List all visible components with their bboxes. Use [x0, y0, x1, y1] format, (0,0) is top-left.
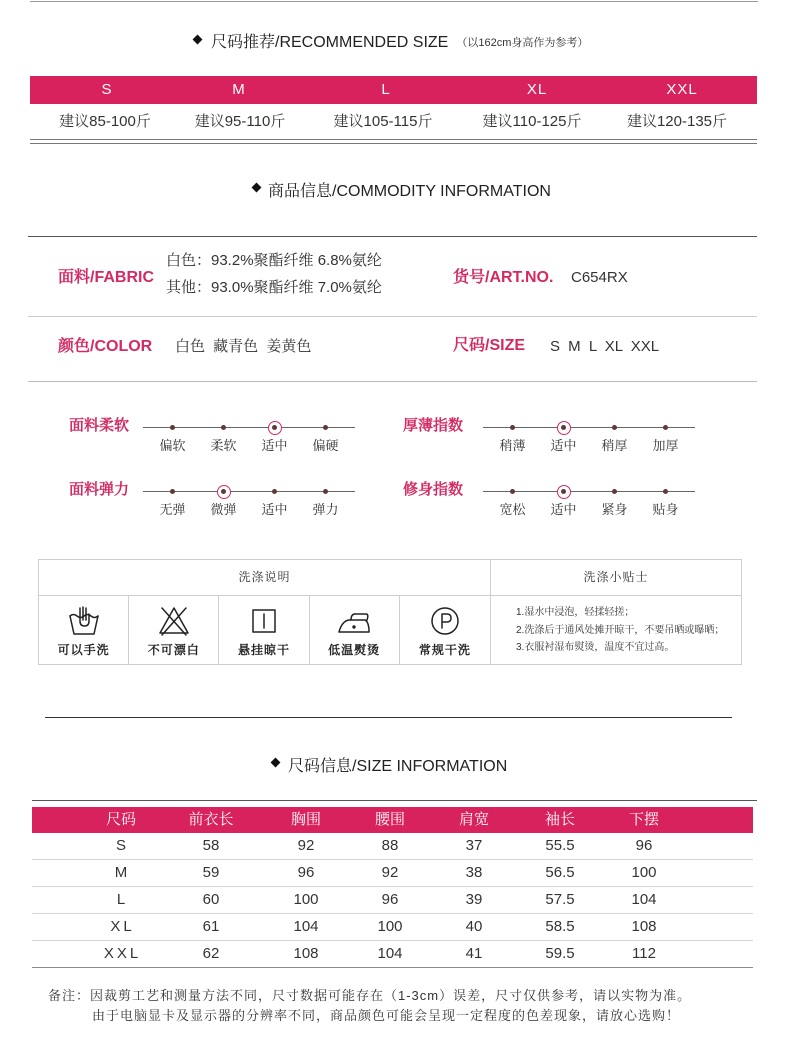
section-divider	[30, 139, 757, 140]
measurement-cell: 37	[465, 837, 483, 854]
measurement-cell: 41	[465, 945, 483, 962]
indicator-option-label: 紧身	[601, 502, 628, 517]
measurement-cell: 96	[297, 864, 315, 881]
indicator-option-label: 适中	[550, 502, 577, 517]
size-table-header-cell: 肩宽	[458, 811, 490, 828]
hand-wash-icon	[66, 604, 102, 638]
size-info-heading	[288, 756, 507, 778]
indicator-option-label: 弹力	[312, 502, 339, 517]
weight-range-s: 建议85-100斤	[59, 113, 151, 130]
measurement-cell: 92	[381, 864, 399, 881]
care-item-hand-wash	[39, 596, 129, 664]
table-row	[32, 833, 753, 860]
size-cell: XXL	[103, 945, 142, 962]
footnote: 由于电脑显卡及显示器的分辨率不同，商品颜色可能会呈现一定程度的色差现象，请放心选购！	[92, 1008, 681, 1023]
indicator-label-fit: 修身指数	[403, 481, 464, 498]
indicator-option-label: 微弹	[210, 502, 237, 517]
measurement-cell: 58	[202, 837, 220, 854]
size-table-header-cell: 尺码	[105, 811, 137, 828]
indicator-option-label: 贴身	[652, 502, 679, 517]
measurement-cell: 112	[632, 945, 656, 962]
table-row	[32, 914, 753, 941]
measurement-cell: 108	[293, 945, 319, 962]
size-column-l: L	[381, 81, 391, 98]
indicator-dot	[561, 489, 566, 494]
table-row	[32, 887, 753, 914]
top-rule	[30, 1, 758, 2]
indicator-option-label: 稍薄	[499, 438, 526, 453]
indicator-label-fabric-softness: 面料柔软	[69, 417, 130, 434]
size-column-m: M	[232, 81, 246, 98]
commodity-info-title: 商品信息/COMMODITY INFORMATION	[268, 183, 551, 200]
no-bleach-icon	[156, 604, 192, 638]
indicator-dot	[612, 489, 617, 494]
care-item-label: 可以手洗	[57, 643, 110, 657]
indicator-option-label: 适中	[261, 502, 288, 517]
indicator-dot	[272, 489, 277, 494]
indicator-label-elasticity: 面料弹力	[69, 481, 130, 498]
indicator-dot	[510, 425, 515, 430]
weight-range-xxl: 建议120-135斤	[626, 113, 728, 130]
size-table-header-cell: 袖长	[544, 811, 576, 828]
care-item-low-iron	[310, 596, 400, 664]
measurement-cell: 104	[377, 945, 403, 962]
size-column-xxl: XXL	[666, 81, 698, 98]
measurement-cell: 39	[465, 891, 483, 908]
size-cell: M	[114, 864, 131, 881]
size-table-header-cell: 前衣长	[188, 811, 234, 828]
care-instructions-title: 洗涤说明	[238, 570, 291, 584]
measurement-cell: 38	[465, 864, 483, 881]
care-tip: 2.洗涤后于通风处摊开晾干，不要吊晒或曝晒；	[516, 624, 725, 636]
care-instructions-table	[38, 559, 742, 665]
size-column-xl: XL	[526, 81, 548, 98]
measurement-cell: 62	[202, 945, 220, 962]
measurement-cell: 60	[202, 891, 220, 908]
measurement-cell: 100	[631, 864, 657, 881]
measurement-cell: 61	[202, 918, 220, 935]
care-tip: 1.湿水中浸泡，轻揉轻搓；	[516, 607, 635, 618]
indicator-dot	[170, 489, 175, 494]
article-number-label: 货号/ART.NO.	[453, 269, 554, 286]
section-divider	[30, 143, 757, 144]
size-table-top-rule	[32, 800, 757, 801]
care-tips-title: 洗涤小贴士	[583, 570, 649, 584]
recommended-size-bar	[30, 76, 757, 104]
recommended-size-heading	[211, 32, 588, 54]
indicator-dot	[663, 489, 668, 494]
indicator-dot	[170, 425, 175, 430]
measurement-cell: 59.5	[545, 945, 575, 962]
color-label: 颜色/COLOR	[58, 338, 153, 355]
care-item-label: 不可漂白	[147, 643, 200, 657]
table-row	[32, 941, 753, 968]
info-divider	[28, 381, 757, 382]
indicator-dot	[323, 489, 328, 494]
indicator-dot	[221, 489, 226, 494]
care-tip: 3.衣服衬湿布熨烫，温度不宜过高。	[516, 642, 675, 653]
indicator-option-label: 偏硬	[312, 438, 339, 453]
diamond-bullet-icon	[271, 758, 281, 768]
measurement-cell: 57.5	[545, 891, 575, 908]
low-temperature-iron-icon	[336, 604, 372, 638]
footnote: 备注：因裁剪工艺和测量方法不同，尺寸数据可能存在（1-3cm）误差，尺寸仅供参考，请以实物为准。	[48, 988, 692, 1003]
size-table-header-cell: 下摆	[628, 811, 660, 828]
size-cell: S	[115, 837, 130, 854]
measurement-cell: 56.5	[545, 864, 575, 881]
indicator-option-label: 稍厚	[601, 438, 628, 453]
size-table-body	[32, 833, 753, 968]
care-item-dry-clean	[400, 596, 490, 664]
measurement-cell: 104	[293, 918, 319, 935]
measurement-cell: 100	[377, 918, 403, 935]
indicator-option-label: 偏软	[159, 438, 186, 453]
section-divider	[45, 717, 732, 718]
recommended-size-note: （以162cm身高作为参考）	[456, 37, 589, 49]
measurement-cell: 88	[381, 837, 399, 854]
measurement-cell: 59	[202, 864, 220, 881]
dry-clean-icon	[427, 604, 463, 638]
indicator-dot	[510, 489, 515, 494]
measurement-cell: 104	[631, 891, 657, 908]
measurement-cell: 100	[293, 891, 319, 908]
measurement-cell: 96	[381, 891, 399, 908]
table-row	[32, 860, 753, 887]
indicator-dot	[272, 425, 277, 430]
indicator-dot	[323, 425, 328, 430]
size-table-header-cell: 胸围	[290, 811, 322, 828]
care-item-line-dry	[219, 596, 309, 664]
fabric-composition-line: 其他：93.0%聚酯纤维 7.0%氨纶	[166, 279, 382, 296]
size-info-title: 尺码信息/SIZE INFORMATION	[288, 758, 508, 775]
weight-range-xl: 建议110-125斤	[482, 113, 582, 130]
size-table-header	[32, 807, 753, 833]
care-tips-list	[516, 604, 724, 657]
info-divider	[28, 316, 757, 317]
size-table-header-cell: 腰围	[374, 811, 406, 828]
indicator-label-thickness: 厚薄指数	[403, 417, 464, 434]
size-label: 尺码/SIZE	[453, 337, 526, 354]
indicator-dot	[663, 425, 668, 430]
weight-range-l: 建议105-115斤	[333, 113, 433, 130]
fabric-label: 面料/FABRIC	[58, 269, 155, 286]
weight-range-m: 建议95-110斤	[194, 113, 286, 130]
indicator-option-label: 柔软	[210, 438, 237, 453]
indicator-dot	[561, 425, 566, 430]
indicator-option-label: 宽松	[499, 502, 526, 517]
recommended-size-title: 尺码推荐/RECOMMENDED SIZE	[211, 34, 449, 51]
measurement-cell: 92	[297, 837, 315, 854]
care-item-label: 低温熨烫	[328, 643, 381, 657]
size-cell: L	[116, 891, 129, 908]
indicator-option-label: 适中	[261, 438, 288, 453]
size-column-s: S	[101, 81, 113, 98]
size-value: S M L XL XXL	[550, 338, 660, 355]
color-value: 白色 藏青色 姜黄色	[175, 338, 312, 355]
care-item-no-bleach	[129, 596, 219, 664]
info-divider	[28, 236, 757, 237]
commodity-info-heading	[268, 181, 551, 203]
diamond-bullet-icon	[193, 35, 203, 45]
care-item-label: 悬挂晾干	[237, 643, 290, 657]
fabric-composition-line: 白色：93.2%聚酯纤维 6.8%氨纶	[166, 252, 382, 269]
measurement-cell: 96	[635, 837, 653, 854]
measurement-cell: 108	[631, 918, 657, 935]
line-dry-icon	[246, 604, 282, 638]
indicator-option-label: 无弹	[159, 502, 186, 517]
indicator-dot	[221, 425, 226, 430]
measurement-cell: 40	[465, 918, 483, 935]
indicator-option-label: 加厚	[652, 438, 679, 453]
article-number-value: C654RX	[571, 269, 628, 286]
indicator-option-label: 适中	[550, 438, 577, 453]
measurement-cell: 58.5	[545, 918, 575, 935]
diamond-bullet-icon	[252, 183, 262, 193]
care-item-label: 常规干洗	[418, 643, 471, 657]
size-cell: XL	[110, 918, 135, 935]
measurement-cell: 55.5	[545, 837, 575, 854]
indicator-dot	[612, 425, 617, 430]
